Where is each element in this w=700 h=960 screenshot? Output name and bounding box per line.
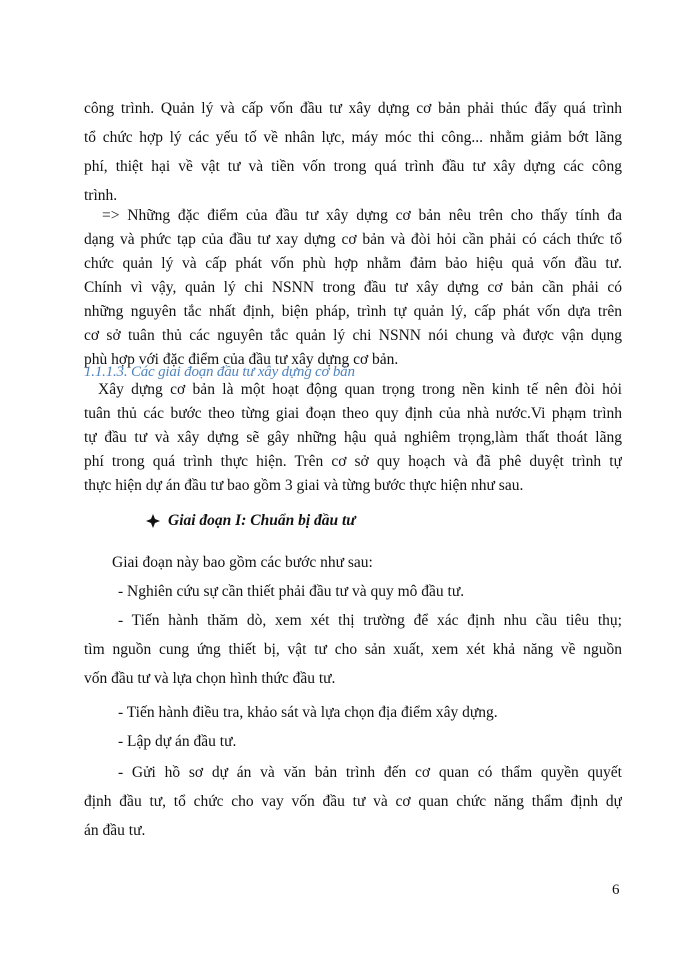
list-item: - Lập dự án đầu tư. [118,733,237,750]
paragraph-line: những nguyên tắc nhất định, biện pháp, trình tự quản lý, cấp phát vốn dựa trên [84,303,622,320]
paragraph-line: Xây dựng cơ bản là một hoạt động quan trọng trong nền kinh tế nên đòi hỏi [98,381,622,398]
paragraph-line: cơ sở tuân thủ các nguyên tắc quản lý chi NSNN nói chung và được vận dụng [84,327,622,344]
subheading-text: Giai đoạn I: Chuẩn bị đầu tư [168,512,356,529]
steps-list-2 [84,698,622,756]
list-item-step-5 [84,758,622,845]
paragraph-line: án đầu tư. [84,822,146,839]
page-number: 6 [612,882,620,898]
paragraph-line: thực hiện dự án đầu tư bao gồm 3 giai và từng bước thực hiện như sau. [84,477,524,494]
paragraph-line: định đầu tư, tổ chức cho vay vốn đầu tư và cơ quan chức năng thẩm định dự [84,793,622,810]
paragraph-1 [84,94,622,210]
paragraph-line: trình. [84,187,118,204]
list-item: - Tiến hành điều tra, khảo sát và lựa chọn địa điểm xây dựng. [118,704,498,721]
paragraph-line: Chính vì vậy, quản lý chi NSNN trong đầu tư xây dựng cơ bản cần phải có [84,279,622,296]
list-item-step-2 [84,606,622,693]
list-item: - Nghiên cứu sự cần thiết phải đầu tư và quy mô đầu tư. [118,583,465,600]
paragraph-line: công trình. Quản lý và cấp vốn đầu tư xây dựng cơ bản phải thúc đẩy quá trình [84,100,622,117]
paragraph-line: phù hợp với đặc điểm của đầu tư xây dựng cơ bản. [84,351,399,368]
paragraph-line: tổ chức hợp lý các yếu tố về nhân lực, máy móc thi công... nhằm giảm bớt lãng [84,129,622,146]
paragraph-three [84,378,622,498]
paragraph-line: vốn đầu tư và lựa chọn hình thức đầu tư. [84,670,336,687]
paragraph-line: phí, thiệt hại về vật tư và tiền vốn trong quá trình đầu tư xây dựng các công [84,158,622,175]
steps-list [84,548,622,606]
section-heading: 1.1.1.3. Các giai đoạn đầu tư xây dựng cơ bản [84,364,355,380]
paragraph-2 [84,204,622,372]
paragraph-line: phí trong quá trình thực hiện. Trên cơ sở quy hoạch và đã phê duyệt trình tự [84,453,622,470]
paragraph-line: chức quản lý và cấp phát vốn phù hợp nhằm đảm bảo hiệu quả vốn đầu tư. [84,255,622,272]
paragraph-line: - Gửi hồ sơ dự án và văn bản trình đến cơ quan có thẩm quyền quyết [118,764,622,781]
paragraph-line: => Những đặc điểm của đầu tư xây dựng cơ bản nêu trên cho thấy tính đa [102,207,622,224]
diamond-bullet-icon [146,514,160,528]
paragraph-line: dạng và phức tạp của đầu tư xay dựng cơ bản và đòi hỏi cần phải có cách thức tổ [84,231,622,248]
paragraph-line: tìm nguồn cung ứng thiết bị, vật tư cho sản xuất, xem xét khả năng về nguồn [84,641,622,658]
subheading-phase-1 [146,512,356,530]
paragraph-line: - Tiến hành thăm dò, xem xét thị trường để xác định nhu cầu tiêu thụ; [118,612,622,629]
paragraph-line: tuân thủ các bước theo từng giai đoạn theo quy định của nhà nước.Vi phạm trình [84,405,622,422]
paragraph-line: tự đầu tư và xây dựng sẽ gây những hậu quả nghiêm trọng,làm thất thoát lãng [84,429,622,446]
steps-intro: Giai đoạn này bao gồm các bước như sau: [112,554,373,571]
